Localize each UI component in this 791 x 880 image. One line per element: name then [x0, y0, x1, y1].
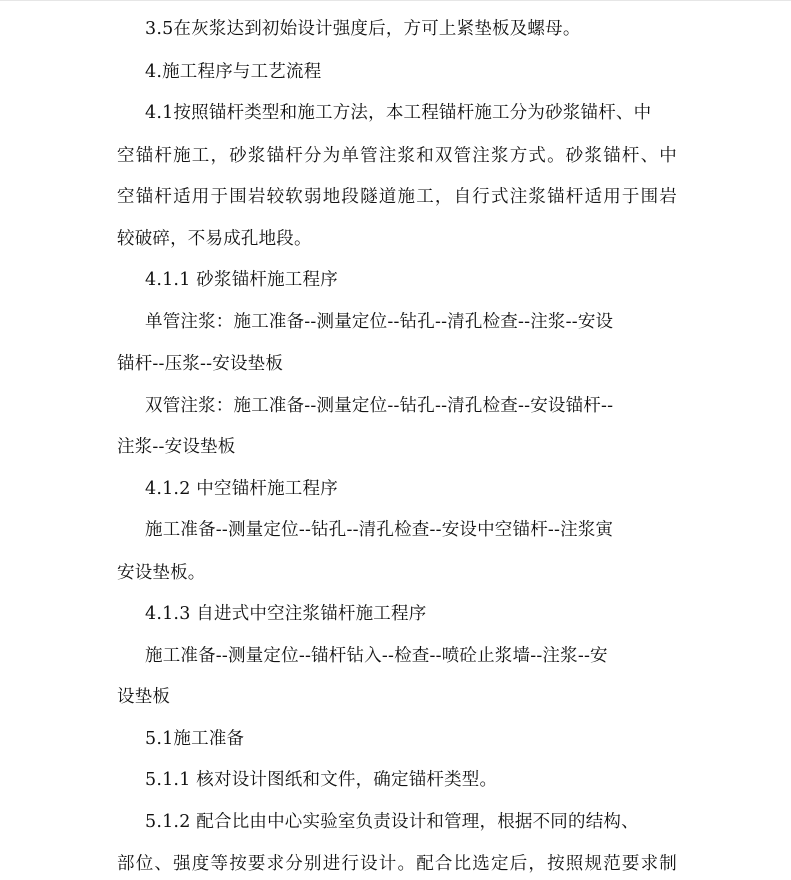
- section-heading: 5.1施工准备: [145, 729, 245, 749]
- subsection-heading: 4.1.2 中空锚杆施工程序: [145, 479, 338, 499]
- text-line: 5.1.1 核对设计图纸和文件，确定锚杆类型。: [145, 770, 498, 790]
- section-heading: 4.施工程序与工艺流程: [145, 62, 322, 82]
- text-line: 安设垫板。: [117, 563, 206, 583]
- text-line: 空锚杆施工，砂浆锚杆分为单管注浆和双管注浆方式。砂浆锚杆、中: [117, 146, 677, 166]
- top-divider: [0, 0, 791, 1]
- text-line: 空锚杆适用于围岩较软弱地段隧道施工，自行式注浆锚杆适用于围岩: [117, 187, 677, 207]
- text-line: 注浆--安设垫板: [117, 437, 236, 457]
- text-line: 部位、强度等按要求分别进行设计。配合比选定后，按照规范要求制: [117, 854, 677, 874]
- text-line: 4.1按照锚杆类型和施工方法，本工程锚杆施工分为砂浆锚杆、中: [145, 103, 652, 123]
- text-line: 较破碎，不易成孔地段。: [117, 229, 312, 249]
- text-line: 3.5在灰浆达到初始设计强度后，方可上紧垫板及螺母。: [145, 19, 581, 39]
- text-line: 施工准备--测量定位--钻孔--清孔检查--安设中空锚杆--注浆寅: [145, 520, 614, 540]
- text-line: 锚杆--压浆--安设垫板: [117, 354, 284, 374]
- text-line: 设垫板: [117, 687, 171, 707]
- text-line: 施工准备--测量定位--锚杆钻入--检查--喷砼止浆墙--注浆--安: [145, 646, 608, 666]
- text-line: 5.1.2 配合比由中心实验室负责设计和管理，根据不同的结构、: [145, 812, 639, 832]
- subsection-heading: 4.1.1 砂浆锚杆施工程序: [145, 270, 338, 290]
- text-line: 双管注浆：施工准备--测量定位--钻孔--清孔检查--安设锚杆--: [145, 396, 614, 416]
- text-line: 单管注浆：施工准备--测量定位--钻孔--清孔检查--注浆--安设: [145, 312, 614, 332]
- subsection-heading: 4.1.3 自进式中空注浆锚杆施工程序: [145, 604, 427, 624]
